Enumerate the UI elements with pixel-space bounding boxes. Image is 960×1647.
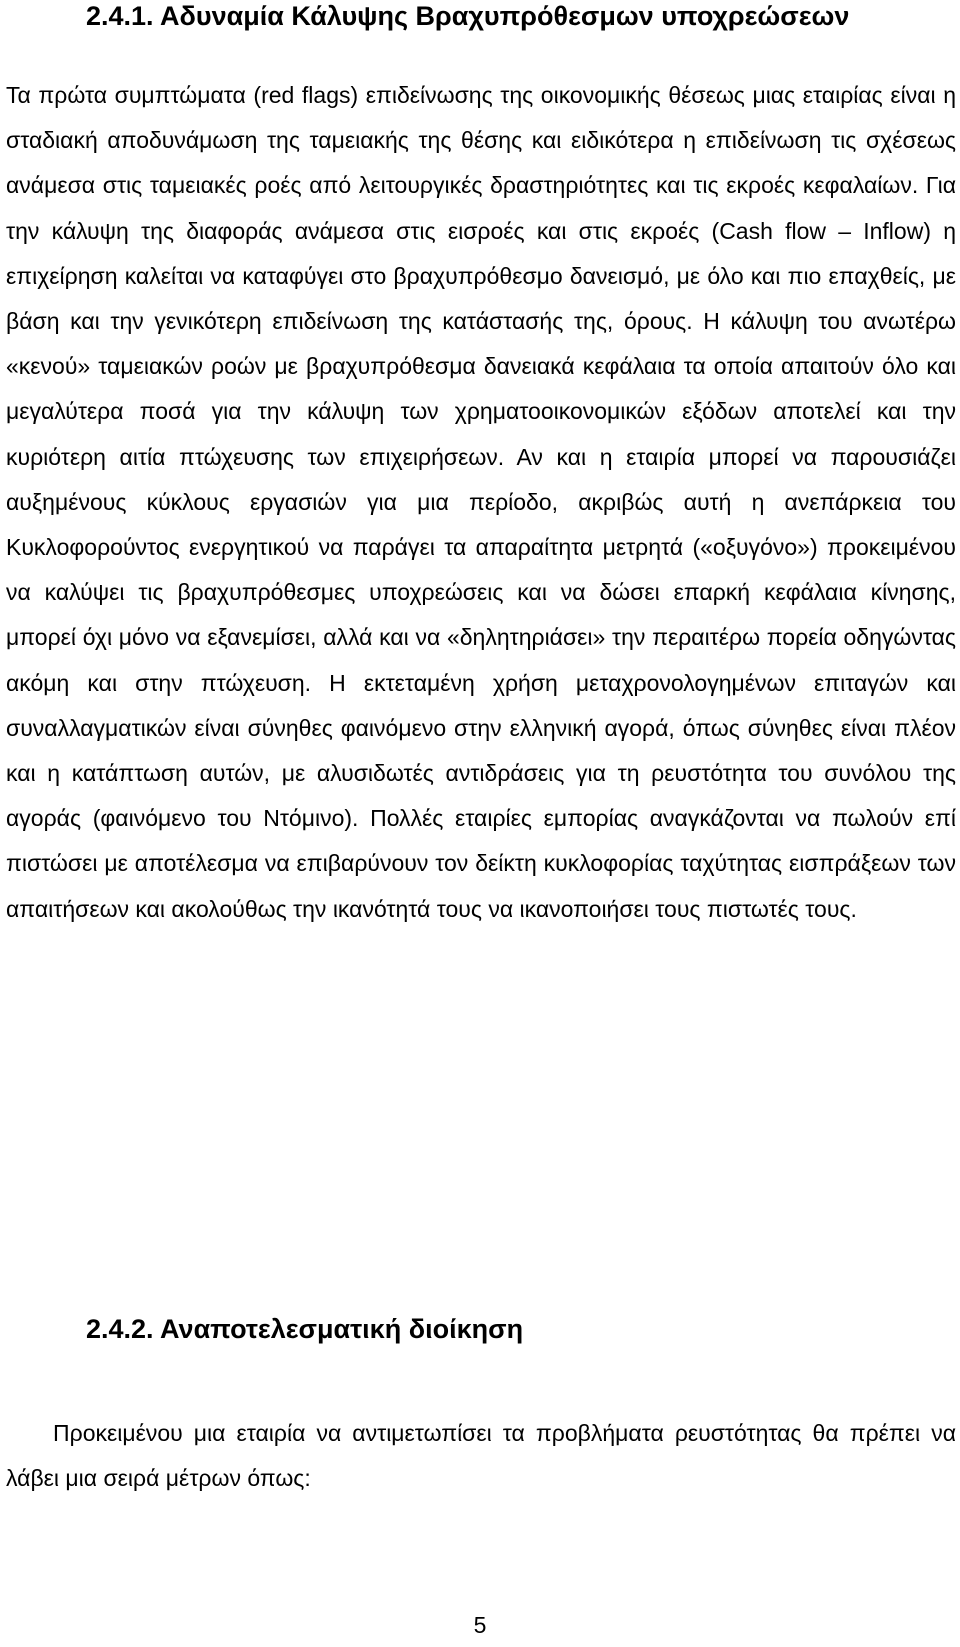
page-number: 5 [473,1612,487,1638]
section-heading-2-4-1: 2.4.1. Αδυναμία Κάλυψης Βραχυπρόθεσμων υποχρεώσεων [86,1,850,31]
section-heading-2-4-2: 2.4.2. Αναποτελεσματική διοίκηση [86,1314,524,1344]
section-paragraph-2-4-2: Προκειμένου μια εταιρία να αντιμετωπίσει τα προβλήματα ρευστότητας θα πρέπει να λάβει μια σειρά μέτρων όπως: [6,1420,956,1492]
section-paragraph-2-4-1: Τα πρώτα συμπτώματα (red flags) επιδείνωσης της οικονομικής θέσεως μιας εταιρίας είναι η σταδιακή αποδυνάμωση της ταμειακής της θέσης και ειδικότερα η επιδείνωση τις σχέσεως ανάμεσα στις ταμειακές ροές από λειτουργικές δραστηριότητες και τις εκροές κεφαλαίων. Για την κάλυψη της διαφοράς ανάμεσα στις εισροές και στις εκροές (Cash flow – Inflow) η επιχείρηση καλείται να καταφύγει στο βραχυπρόθεσμο δανεισμό, με όλο και πιο επαχθείς, με βάση και την γενικότερη επιδείνωση της κατάστασής της, όρους. Η κάλυψη του ανωτέρω «κενού» ταμειακών ροών με βραχυπρόθεσμα δανειακά κεφάλαια τα οποία απαιτούν όλο και μεγαλύτερα ποσά για την κάλυψη των χρηματοοικονομικών εξόδων αποτελεί και την κυριότερη αιτία πτώχευσης των επιχειρήσεων. Αν και η εταιρία μπορεί να παρουσιάζει αυξημένους κύκλους εργασιών για μια περίοδο, ακριβώς αυτή η ανεπάρκεια του Κυκλοφορούντος ενεργητικού να παράγει τα απαραίτητα μετρητά («οξυγόνο») προκειμένου να καλύψει τις βραχυπρόθεσμες υποχρεώσεις και να δώσει επαρκή κεφάλαια κίνησης, μπορεί όχι μόνο να εξανεμίσει, αλλά και να «δηλητηριάσει» την περαιτέρω πορεία οδηγώντας ακόμη και στην πτώχευση. Η εκτεταμένη χρήση μεταχρονολογημένων επιταγών και συναλλαγματικών είναι σύνηθες φαινόμενο στην ελληνική αγορά, όπως σύνηθες είναι πλέον και η κατάπτωση αυτών, με αλυσιδωτές αντιδράσεις για τη ρευστότητα του συνόλου της αγοράς (φαινόμενο του Ντόμινο). Πολλές εταιρίες εμπορίας αναγκάζονται να πωλούν επί πιστώσει με αποτέλεσμα να επιβαρύνουν τον δείκτη κυκλοφορίας ταχύτητας εισπράξεων των απαιτήσεων και ακολούθως την ικανότητά τους να ικανοποιήσει τους πιστωτές τους. [6,82,956,922]
